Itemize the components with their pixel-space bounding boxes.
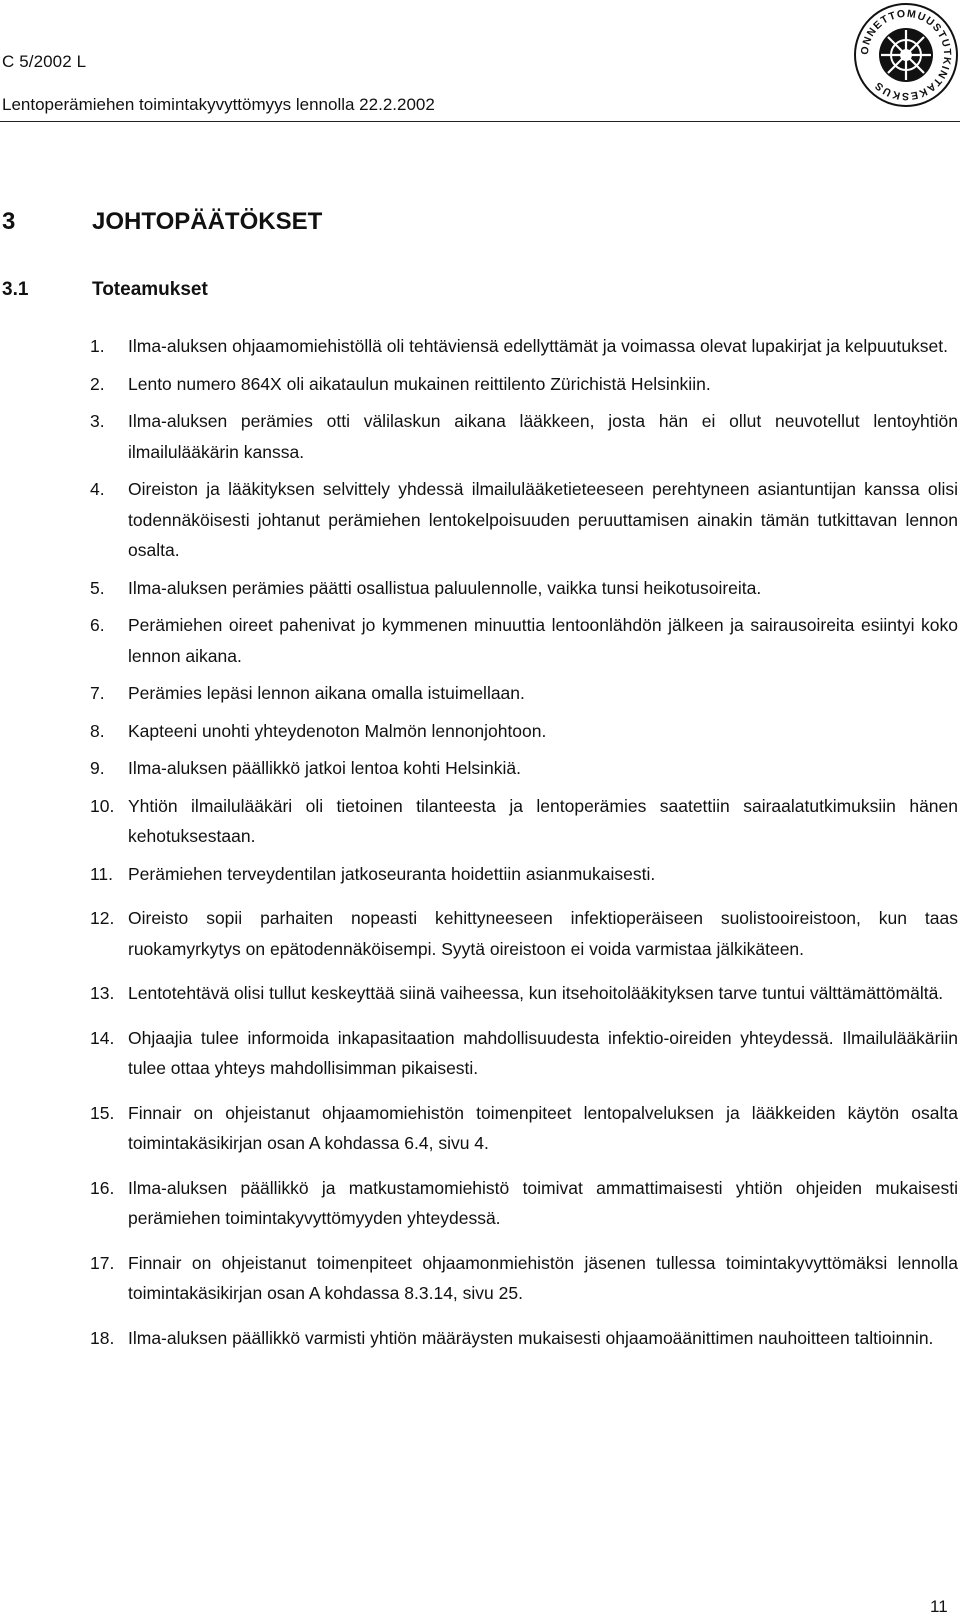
item-number: 9. bbox=[90, 758, 105, 778]
list-item bbox=[90, 573, 958, 604]
item-text: Finnair on ohjeistanut ohjaamomiehistön toimenpiteet lentopalveluksen ja lääkkeiden käytön osalta toimintakäsikirjan osan A kohdassa 6.4, sivu 4. bbox=[128, 1102, 958, 1153]
item-number: 4. bbox=[90, 479, 105, 499]
item-text: Ohjaajia tulee informoida inkapasitaation mahdollisuudesta infektio-oireiden yhteydessä. Ilmailulääkäriin tulee ottaa yhteys mahdollisimman pikaisesti. bbox=[128, 1027, 958, 1078]
document-subtitle: Lentoperämiehen toimintakyvyttömyys lennolla 22.2.2002 bbox=[2, 95, 435, 114]
item-text: Oireiston ja lääkityksen selvittely yhdessä ilmailulääketieteeseen perehtyneen asiantuntijan kanssa olisi todennäköisesti johtanut perämiehen lentokelpoisuuden peruuttamisen ainakin tämän tutkittavan lennon osalta. bbox=[128, 479, 958, 560]
section-number: 3 bbox=[2, 208, 16, 235]
list-item bbox=[90, 1023, 958, 1084]
svg-text:ONNETTOMUUSTUTKINTAKESKUS: ONNETTOMUUSTUTKINTAKESKUS bbox=[858, 7, 954, 103]
item-number: 5. bbox=[90, 577, 105, 598]
list-item bbox=[90, 406, 958, 467]
list-item bbox=[90, 753, 958, 784]
item-number: 16. bbox=[90, 1177, 115, 1198]
item-number: 15. bbox=[90, 1102, 115, 1123]
item-text: Ilma-aluksen ohjaamomiehistöllä oli tehtäviensä edellyttämät ja voimassa olevat lupakirjat ja kelpuutukset. bbox=[128, 336, 949, 356]
list-item bbox=[90, 1173, 958, 1234]
item-number: 18. bbox=[90, 1327, 115, 1348]
list-item bbox=[90, 978, 958, 1009]
page-number: 11 bbox=[930, 1597, 948, 1616]
list-item bbox=[90, 1323, 958, 1354]
item-text: Ilma-aluksen päällikkö jatkoi lentoa kohti Helsinkiä. bbox=[128, 758, 521, 778]
item-text: Oireisto sopii parhaiten nopeasti kehittyneeseen infektioperäiseen suolistooireistoon, kun taas ruokamyrkytys on epätodennäköisempi. Syytä oireistoon ei voida varmistaa jälkikäteen. bbox=[128, 908, 958, 959]
item-number: 13. bbox=[90, 983, 115, 1003]
item-text: Kapteeni unohti yhteydenoton Malmön lennonjohtoon. bbox=[128, 720, 547, 741]
onnettomuustutkintakeskus-logo bbox=[853, 2, 959, 108]
item-text: Yhtiön ilmailulääkäri oli tietoinen tilanteesta ja lentoperämies saatettiin sairaalatutkimuksiin hänen kehotuksestaan. bbox=[128, 795, 958, 846]
item-number: 2. bbox=[90, 373, 105, 394]
document-id: C 5/2002 L bbox=[2, 52, 87, 71]
subsection-heading bbox=[2, 279, 208, 301]
list-item bbox=[90, 1098, 958, 1159]
item-number: 11. bbox=[90, 863, 114, 884]
item-text: Lento numero 864X oli aikataulun mukainen reittilento Zürichistä Helsinkiin. bbox=[128, 373, 711, 394]
section-title: JOHTOPÄÄTÖKSET bbox=[92, 208, 323, 235]
findings-list bbox=[90, 331, 958, 1353]
item-text: Perämies lepäsi lennon aikana omalla istuimellaan. bbox=[128, 683, 525, 703]
item-text: Ilma-aluksen päällikkö varmisti yhtiön määräysten mukaisesti ohjaamoäänittimen nauhoitteen taltioinnin. bbox=[128, 1327, 934, 1348]
item-number: 7. bbox=[90, 683, 105, 703]
item-number: 6. bbox=[90, 615, 105, 635]
item-text: Ilma-aluksen perämies päätti osallistua paluulennolle, vaikka tunsi heikotusoireita. bbox=[128, 577, 762, 598]
item-number: 8. bbox=[90, 720, 105, 741]
item-text: Perämiehen terveydentilan jatkoseuranta hoidettiin asianmukaisesti. bbox=[128, 863, 656, 884]
item-number: 1. bbox=[90, 336, 105, 356]
item-text: Finnair on ohjeistanut toimenpiteet ohjaamonmiehistön jäsenen tullessa toimintakyvyttömäksi lennolla toimintakäsikirjan osan A kohdassa 8.3.14, sivu 25. bbox=[128, 1252, 958, 1303]
list-item bbox=[90, 474, 958, 566]
list-item bbox=[90, 331, 958, 362]
subsection-number: 3.1 bbox=[2, 279, 29, 300]
section-heading bbox=[2, 208, 322, 236]
list-item bbox=[90, 610, 958, 671]
list-item bbox=[90, 716, 958, 747]
item-number: 17. bbox=[90, 1252, 115, 1273]
item-text: Ilma-aluksen perämies otti välilaskun aikana lääkkeen, josta hän ei ollut neuvotellut lentoyhtiön ilmailulääkärin kanssa. bbox=[128, 411, 958, 462]
list-item bbox=[90, 1248, 958, 1309]
item-number: 3. bbox=[90, 411, 105, 431]
list-item bbox=[90, 369, 958, 400]
item-text: Lentotehtävä olisi tullut keskeyttää siinä vaiheessa, kun itsehoitolääkityksen tarve tuntui välttämättömältä. bbox=[128, 983, 944, 1003]
subsection-title: Toteamukset bbox=[92, 279, 208, 300]
page-header bbox=[0, 0, 960, 122]
header-divider bbox=[0, 121, 960, 122]
list-item bbox=[90, 903, 958, 964]
item-number: 12. bbox=[90, 908, 115, 928]
item-text: Perämiehen oireet pahenivat jo kymmenen minuuttia lentoonlähdön jälkeen ja sairausoireita esiintyi koko lennon aikana. bbox=[128, 615, 958, 666]
item-text: Ilma-aluksen päällikkö ja matkustamomiehistö toimivat ammattimaisesti yhtiön ohjeiden mukaisesti perämiehen toimintakyvyttömyyden yhteydessä. bbox=[128, 1177, 958, 1228]
list-item bbox=[90, 859, 958, 890]
item-number: 10. bbox=[90, 795, 115, 816]
item-number: 14. bbox=[90, 1027, 115, 1048]
list-item bbox=[90, 678, 958, 709]
list-item bbox=[90, 791, 958, 852]
